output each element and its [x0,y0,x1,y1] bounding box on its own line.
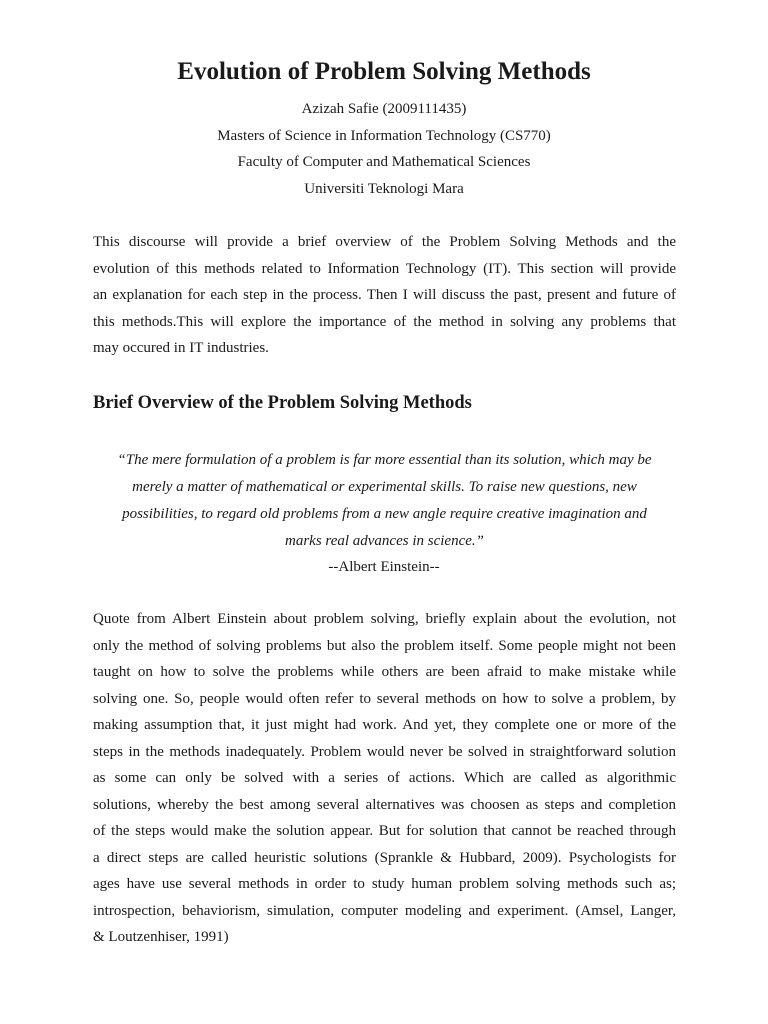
quote-line: “The mere formulation of a problem is far more essential than its solution, which may be [117,452,652,468]
quote-line: possibilities, to regard old problems from a new angle require creative imagination and [122,506,647,522]
body-paragraph [93,606,676,951]
author-block [0,96,768,202]
paragraph-line: ages have use several methods in order to study human problem solving methods such as; [93,876,676,892]
paragraph-line: as some can only be solved with a series of actions. Which are called as algorithmic [93,770,676,786]
quote-attribution: --Albert Einstein-- [328,559,440,575]
program-name: Masters of Science in Information Technology (CS770) [217,127,551,144]
paragraph-line: an explanation for each step in the process. Then I will discuss the past, present and future of [93,287,676,303]
paragraph-line: This discourse will provide a brief overview of the Problem Solving Methods and the [93,234,676,250]
paragraph-line: only the method of solving problems but also the problem itself. Some people might not been [93,637,676,654]
paragraph-line: this methods.This will explore the importance of the method in solving any problems that [93,313,676,330]
paragraph-line: & Loutzenhiser, 1991) [93,929,229,945]
paragraph-line: solving one. So, people would often refer to several methods on how to solve a problem, by [93,690,676,707]
paragraph-line: introspection, behaviorism, simulation, computer modeling and experiment. (Amsel, Langer, [93,902,676,919]
quote-line: marks real advances in science.” [285,533,484,549]
document-title: Evolution of Problem Solving Methods [177,58,591,85]
paragraph-line: evolution of this methods related to Information Technology (IT). This section will provide [93,260,676,277]
author-name: Azizah Safie (2009111435) [301,101,467,117]
paragraph-line: taught on how to solve the problems while others are been afraid to make mistake while [93,664,676,680]
paragraph-line: solutions, whereby the best among several alternatives was choosen as steps and completion [93,796,676,813]
university-name: Universiti Teknologi Mara [304,180,464,197]
faculty-name: Faculty of Computer and Mathematical Sciences [237,154,531,170]
paragraph-line: Quote from Albert Einstein about problem solving, briefly explain about the evolution, not [93,611,676,627]
quote-line: merely a matter of mathematical or experimental skills. To raise new questions, new [132,479,637,495]
intro-paragraph [93,229,676,362]
paragraph-line: may occured in IT industries. [93,340,269,356]
einstein-quote [93,447,676,555]
paragraph-line: making assumption that, it just might had work. And yet, they complete one or more of the [93,717,676,733]
paragraph-line: of the steps would make the solution appear. But for solution that cannot be reached through [93,823,676,839]
paragraph-line: a direct steps are called heuristic solutions (Sprankle & Hubbard, 2009). Psychologists for [93,849,676,866]
section-heading: Brief Overview of the Problem Solving Methods [93,393,472,413]
paragraph-line: steps in the methods inadequately. Problem would never be solved in straightforward solution [93,743,676,760]
